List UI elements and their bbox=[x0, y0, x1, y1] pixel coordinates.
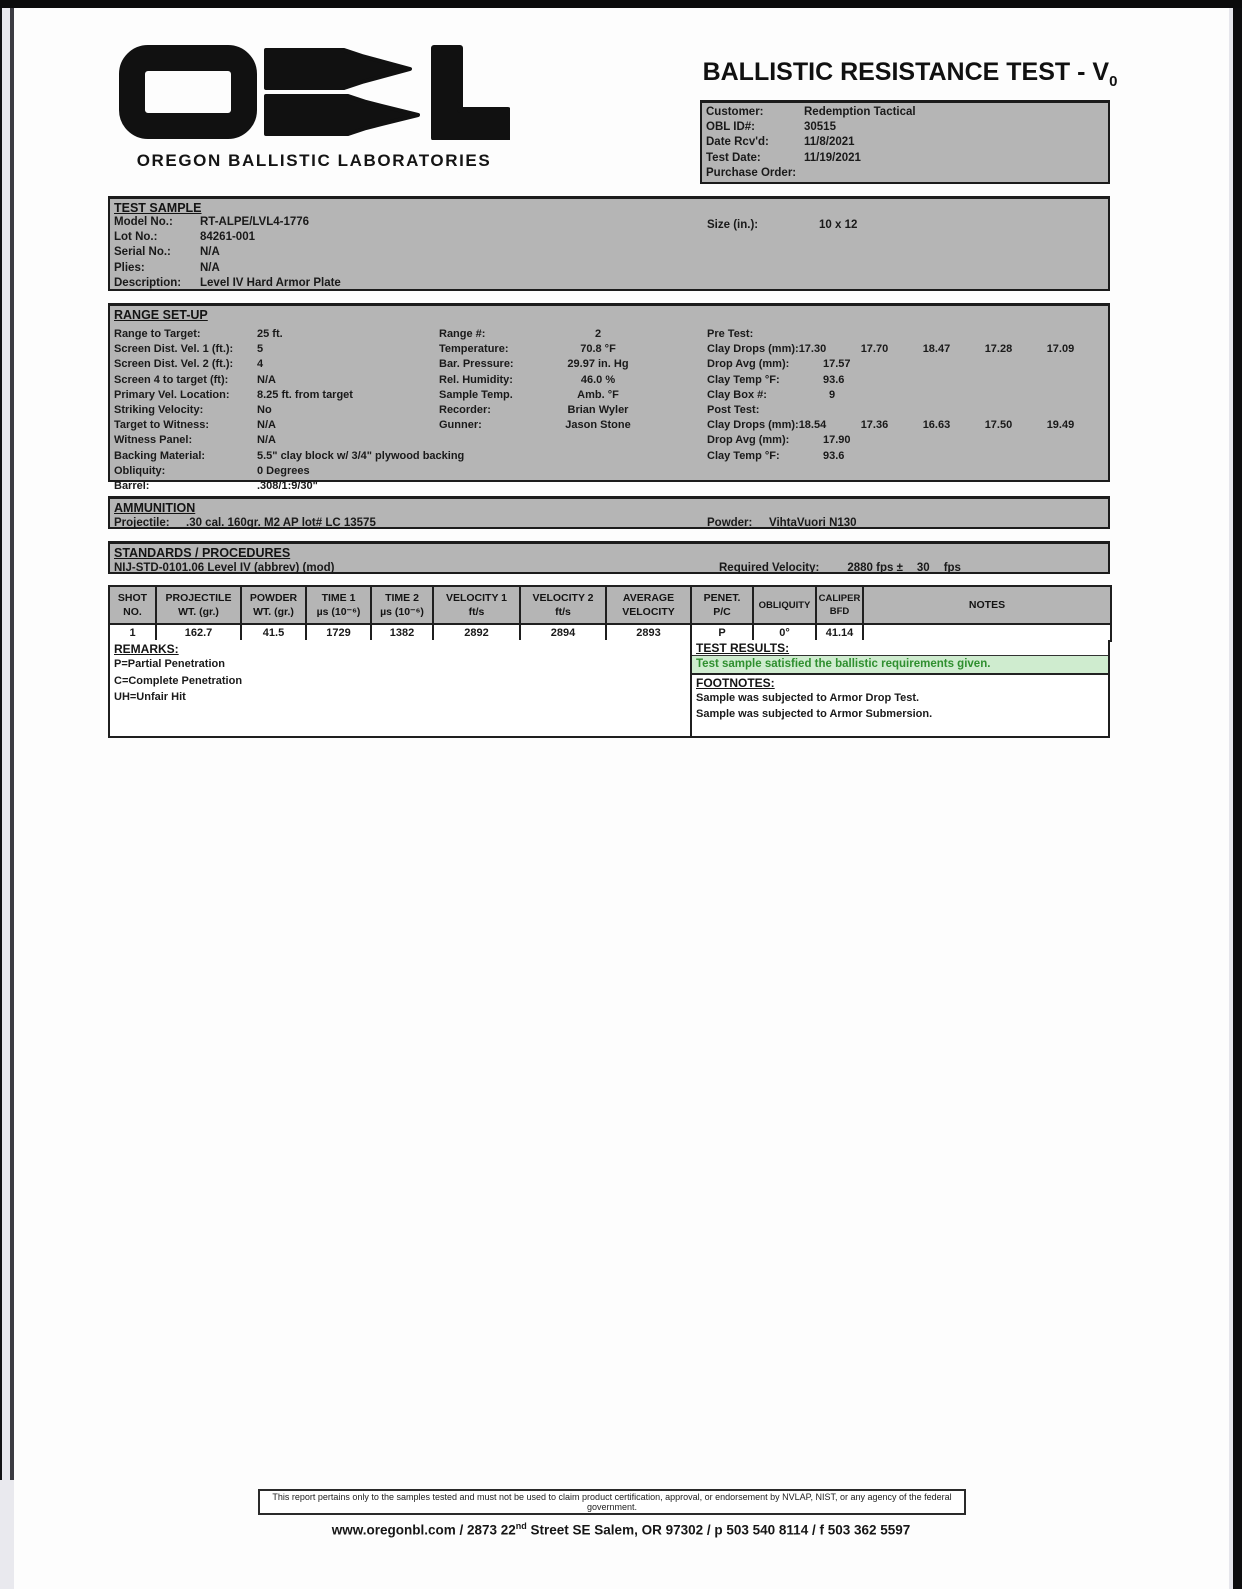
projectile-row bbox=[114, 516, 1104, 530]
range-row bbox=[114, 327, 464, 342]
clay-box-label: Clay Box #: bbox=[707, 388, 767, 401]
plies-row bbox=[114, 261, 1104, 276]
obl-logo-icon bbox=[118, 44, 510, 140]
range-value: .308/1:9/30" bbox=[257, 480, 318, 493]
range-label: Screen Dist. Vel. 1 (ft.): bbox=[114, 343, 234, 356]
required-velocity-label: Required Velocity: bbox=[719, 562, 820, 574]
range-value: No bbox=[257, 404, 272, 417]
col-powder-wt: POWDER WT. (gr.) bbox=[241, 586, 306, 624]
clay-drop-value: 17.36 bbox=[860, 419, 889, 432]
cell-time-2: 1382 bbox=[371, 624, 433, 641]
scan-edge-left-fade bbox=[0, 1480, 14, 1589]
customer-value: Redemption Tactical bbox=[804, 106, 916, 118]
customer-row bbox=[706, 105, 1104, 120]
pre-clay-drops-values bbox=[799, 342, 1109, 357]
model-label: Model No.: bbox=[114, 216, 173, 228]
serial-value: N/A bbox=[200, 246, 220, 259]
clay-drop-value: 17.30 bbox=[798, 343, 827, 356]
env-label: Bar. Pressure: bbox=[439, 358, 514, 371]
post-drop-avg-row bbox=[707, 433, 1107, 448]
range-label: Backing Material: bbox=[114, 449, 206, 462]
cell-caliper-bfd: 41.14 bbox=[816, 624, 863, 641]
required-velocity-tolerance: 30 bbox=[916, 562, 930, 574]
clay-box-value: 9 bbox=[829, 388, 836, 401]
remark-line: UH=Unfair Hit bbox=[114, 691, 186, 703]
customer-info-box bbox=[700, 100, 1110, 184]
test-sample-heading: TEST SAMPLE bbox=[114, 201, 202, 215]
range-label: Range to Target: bbox=[114, 328, 201, 340]
remarks-heading: REMARKS: bbox=[114, 642, 179, 656]
pre-test-heading: Pre Test: bbox=[707, 328, 754, 340]
pre-clay-temp-row bbox=[707, 373, 1107, 388]
range-row bbox=[114, 449, 464, 464]
env-label: Temperature: bbox=[439, 343, 509, 356]
col-time-1: TIME 1 µs (10⁻⁶) bbox=[306, 586, 371, 624]
env-value: 2 bbox=[594, 328, 602, 340]
description-row bbox=[114, 276, 1104, 291]
powder-label: Powder: bbox=[707, 517, 753, 529]
range-value: 8.25 ft. from target bbox=[257, 388, 353, 401]
required-velocity-value: 2880 fps ± bbox=[847, 562, 903, 574]
col-velocity-1: VELOCITY 1 ft/s bbox=[433, 586, 520, 624]
disclaimer-box bbox=[258, 1489, 966, 1515]
pre-clay-temp-label: Clay Temp °F: bbox=[707, 373, 780, 386]
contact-ordinal: nd bbox=[515, 1521, 527, 1531]
pre-drop-avg-row bbox=[707, 357, 1107, 372]
obl-id-value: 30515 bbox=[804, 121, 836, 134]
customer-label: Customer: bbox=[706, 106, 764, 118]
env-row bbox=[439, 388, 657, 403]
lot-label: Lot No.: bbox=[114, 231, 158, 244]
date-received-row bbox=[706, 135, 1104, 150]
test-date-row bbox=[706, 151, 1104, 166]
range-row bbox=[114, 388, 464, 403]
range-label: Target to Witness: bbox=[114, 419, 210, 432]
lot-row bbox=[114, 230, 1104, 245]
required-velocity-row bbox=[719, 561, 975, 575]
ammunition-heading: AMMUNITION bbox=[114, 501, 196, 515]
obl-logo bbox=[118, 44, 510, 171]
range-row bbox=[114, 433, 464, 448]
clay-drop-value: 16.63 bbox=[922, 419, 951, 432]
range-setup-middle-column bbox=[439, 327, 657, 433]
post-clay-drops-label: Clay Drops (mm): bbox=[707, 419, 799, 432]
clay-box-row bbox=[707, 388, 1107, 403]
test-result-status: Test sample satisfied the ballistic requirements given. bbox=[692, 656, 1108, 675]
range-label: Striking Velocity: bbox=[114, 404, 204, 417]
col-projectile-wt: PROJECTILE WT. (gr.) bbox=[156, 586, 241, 624]
contact-line bbox=[0, 1521, 1242, 1538]
pre-test-heading-row bbox=[707, 327, 1107, 342]
standards-heading: STANDARDS / PROCEDURES bbox=[114, 546, 291, 560]
remark-line: P=Partial Penetration bbox=[114, 658, 225, 670]
ammunition-box bbox=[108, 496, 1110, 529]
post-drop-avg-label: Drop Avg (mm): bbox=[707, 434, 790, 447]
clay-drop-value: 19.49 bbox=[1046, 419, 1075, 432]
serial-row bbox=[114, 245, 1104, 260]
page-title-text: BALLISTIC RESISTANCE TEST - V bbox=[702, 58, 1110, 86]
page-title-subscript: 0 bbox=[1109, 73, 1118, 90]
cell-shot-no: 1 bbox=[109, 624, 156, 641]
env-label: Sample Temp. bbox=[439, 388, 513, 401]
post-test-heading: Post Test: bbox=[707, 404, 760, 417]
cell-velocity-2: 2894 bbox=[520, 624, 606, 641]
contact-post: Street SE Salem, OR 97302 / p 503 540 8114 / f 503 362 5597 bbox=[526, 1522, 911, 1538]
range-label: Screen Dist. Vel. 2 (ft.): bbox=[114, 358, 234, 371]
range-value: N/A bbox=[257, 419, 276, 432]
powder-value: VihtaVuori N130 bbox=[769, 517, 857, 529]
post-clay-drops-values bbox=[799, 418, 1109, 433]
range-label: Obliquity: bbox=[114, 464, 166, 477]
range-row bbox=[114, 342, 464, 357]
remarks-pane bbox=[110, 640, 692, 736]
env-value: Amb. °F bbox=[577, 388, 619, 401]
range-row bbox=[114, 418, 464, 433]
env-row bbox=[439, 373, 657, 388]
range-row bbox=[114, 357, 464, 372]
size-row bbox=[707, 219, 857, 231]
date-received-label: Date Rcv'd: bbox=[706, 136, 769, 149]
plies-label: Plies: bbox=[114, 261, 145, 274]
range-row bbox=[114, 403, 464, 418]
clay-drop-value: 17.50 bbox=[984, 419, 1013, 432]
table-row bbox=[109, 624, 1111, 641]
env-value: Jason Stone bbox=[565, 419, 631, 432]
range-row bbox=[114, 464, 464, 479]
pre-clay-temp-value: 93.6 bbox=[823, 373, 845, 386]
post-drop-avg-value: 17.90 bbox=[823, 434, 851, 447]
env-row bbox=[439, 357, 657, 372]
range-value: N/A bbox=[257, 373, 276, 386]
range-setup-heading: RANGE SET-UP bbox=[114, 308, 208, 322]
test-results-heading: TEST RESULTS: bbox=[692, 640, 1108, 656]
results-pane bbox=[692, 640, 1108, 736]
pre-clay-drops-label: Clay Drops (mm): bbox=[707, 343, 799, 356]
description-value: Level IV Hard Armor Plate bbox=[200, 276, 341, 289]
cell-obliquity: 0° bbox=[753, 624, 816, 641]
range-row bbox=[114, 373, 464, 388]
range-row bbox=[114, 479, 464, 494]
disclaimer-text: This report pertains only to the samples tested and must not be used to claim product certification, approval, or endorsement by NVLAP, NIST, or any agency of the federal government. bbox=[272, 1492, 952, 1512]
post-clay-drops-row bbox=[707, 418, 1107, 433]
model-value: RT-ALPE/LVL4-1776 bbox=[200, 216, 310, 228]
description-label: Description: bbox=[114, 276, 182, 289]
projectile-value: .30 cal. 160gr. M2 AP lot# LC 13575 bbox=[186, 517, 376, 529]
pre-drop-avg-value: 17.57 bbox=[823, 358, 851, 371]
cell-powder-wt: 41.5 bbox=[241, 624, 306, 641]
footnotes-heading: FOOTNOTES: bbox=[696, 676, 775, 690]
scan-edge-left bbox=[0, 0, 14, 1480]
clay-drop-value: 17.70 bbox=[860, 343, 889, 356]
env-row bbox=[439, 342, 657, 357]
cell-projectile-wt: 162.7 bbox=[156, 624, 241, 641]
col-average-velocity: AVERAGE VELOCITY bbox=[606, 586, 691, 624]
pre-drop-avg-label: Drop Avg (mm): bbox=[707, 358, 790, 371]
env-row bbox=[439, 327, 657, 342]
post-clay-temp-row bbox=[707, 449, 1107, 464]
scan-edge-top bbox=[0, 0, 1242, 8]
col-penetration: PENET. P/C bbox=[691, 586, 753, 624]
cell-average-velocity: 2893 bbox=[606, 624, 691, 641]
range-value: 5 bbox=[257, 343, 264, 356]
size-value: 10 x 12 bbox=[819, 219, 858, 231]
env-label: Gunner: bbox=[439, 419, 482, 432]
range-setup-box bbox=[108, 303, 1110, 493]
env-value: 29.97 in. Hg bbox=[567, 358, 629, 371]
range-label: Screen 4 to target (ft): bbox=[114, 373, 229, 386]
range-label: Barrel: bbox=[114, 480, 150, 493]
env-value: 46.0 % bbox=[580, 373, 616, 386]
col-notes: NOTES bbox=[863, 586, 1111, 624]
env-label: Range #: bbox=[439, 328, 486, 340]
size-label: Size (in.): bbox=[707, 219, 759, 231]
range-setup-left-column bbox=[114, 327, 464, 494]
table-header-row bbox=[109, 586, 1111, 624]
remark-line: C=Complete Penetration bbox=[114, 674, 243, 687]
cell-notes bbox=[863, 624, 1111, 641]
logo-subtitle: OREGON BALLISTIC LABORATORIES bbox=[136, 151, 492, 170]
standard-value: NIJ-STD-0101.06 Level IV (abbrev) (mod) bbox=[114, 562, 335, 574]
model-row bbox=[114, 215, 1104, 230]
standard-row bbox=[114, 561, 1104, 575]
standards-box bbox=[108, 541, 1110, 574]
col-caliper-bfd: CALIPER BFD bbox=[816, 586, 863, 624]
post-clay-temp-value: 93.6 bbox=[823, 449, 845, 462]
clay-drop-value: 17.28 bbox=[984, 343, 1013, 356]
range-value: N/A bbox=[257, 434, 276, 447]
range-label: Witness Panel: bbox=[114, 434, 193, 447]
env-row bbox=[439, 403, 657, 418]
clay-drop-value: 18.47 bbox=[922, 343, 951, 356]
test-sample-box bbox=[108, 196, 1110, 291]
contact-pre: www.oregonbl.com / 2873 22 bbox=[331, 1522, 516, 1538]
clay-drop-value: 17.09 bbox=[1046, 343, 1075, 356]
remarks-results-section bbox=[108, 640, 1110, 738]
env-label: Rel. Humidity: bbox=[439, 373, 513, 386]
purchase-order-label: Purchase Order: bbox=[706, 166, 797, 179]
shot-results-table bbox=[108, 585, 1112, 642]
plies-value: N/A bbox=[200, 261, 220, 274]
env-value: Brian Wyler bbox=[567, 404, 629, 417]
serial-label: Serial No.: bbox=[114, 246, 171, 259]
range-value: 4 bbox=[257, 358, 264, 371]
powder-row bbox=[707, 516, 857, 530]
obl-id-row bbox=[706, 120, 1104, 135]
range-label: Primary Vel. Location: bbox=[114, 388, 230, 401]
cell-penetration: P bbox=[691, 624, 753, 641]
col-obliquity: OBLIQUITY bbox=[753, 586, 816, 624]
env-row bbox=[439, 418, 657, 433]
cell-time-1: 1729 bbox=[306, 624, 371, 641]
footnote-line: Sample was subjected to Armor Drop Test. bbox=[696, 692, 920, 704]
footnote-line: Sample was subjected to Armor Submersion. bbox=[696, 708, 933, 720]
test-date-label: Test Date: bbox=[706, 151, 761, 164]
obl-id-label: OBL ID#: bbox=[706, 121, 755, 134]
purchase-order-row bbox=[706, 166, 1104, 181]
env-value: 70.8 °F bbox=[580, 343, 616, 356]
env-label: Recorder: bbox=[439, 404, 491, 417]
range-value: 25 ft. bbox=[257, 328, 283, 340]
col-time-2: TIME 2 µs (10⁻⁶) bbox=[371, 586, 433, 624]
date-received-value: 11/8/2021 bbox=[804, 136, 855, 149]
required-velocity-unit: fps bbox=[943, 562, 961, 574]
range-setup-right-column bbox=[707, 327, 1107, 464]
pre-clay-drops-row bbox=[707, 342, 1107, 357]
post-test-heading-row bbox=[707, 403, 1107, 418]
lot-value: 84261-001 bbox=[200, 231, 255, 244]
scan-edge-right bbox=[1229, 0, 1242, 1589]
col-shot-no: SHOT NO. bbox=[109, 586, 156, 624]
projectile-label: Projectile: bbox=[114, 517, 170, 529]
page-title bbox=[690, 58, 1130, 90]
range-value: 5.5" clay block w/ 3/4" plywood backing bbox=[257, 449, 465, 462]
range-value: 0 Degrees bbox=[257, 464, 310, 477]
test-date-value: 11/19/2021 bbox=[804, 151, 861, 164]
clay-drop-value: 18.54 bbox=[798, 419, 827, 432]
post-clay-temp-label: Clay Temp °F: bbox=[707, 449, 780, 462]
cell-velocity-1: 2892 bbox=[433, 624, 520, 641]
col-velocity-2: VELOCITY 2 ft/s bbox=[520, 586, 606, 624]
